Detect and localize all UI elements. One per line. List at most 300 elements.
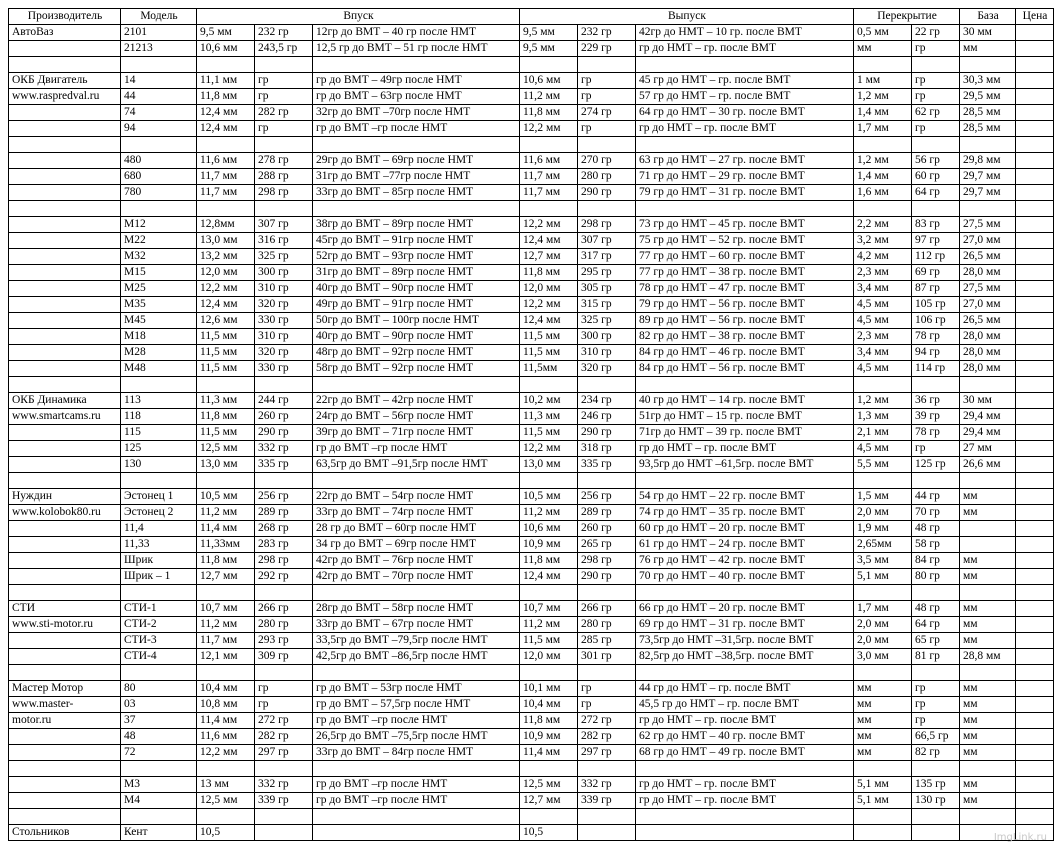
table-row: [9, 457, 1054, 473]
cell-base: 28,0 мм: [960, 361, 1016, 377]
cell-exhaust-duration: 325 гр: [578, 313, 636, 329]
cell-manufacturer: [9, 553, 121, 569]
cell-manufacturer: Мастер Мотор: [9, 681, 121, 697]
cell-exhaust-lift: 11,6 мм: [520, 153, 578, 169]
table-row: [9, 265, 1054, 281]
cell-manufacturer: [9, 233, 121, 249]
cell-base: [960, 473, 1016, 489]
cell-exhaust-timing: 62 гр до НМТ – 40 гр. после ВМТ: [636, 729, 854, 745]
cell-exhaust-duration: 289 гр: [578, 505, 636, 521]
cell-base: 28,8 мм: [960, 649, 1016, 665]
cell-overlap-angle: 80 гр: [912, 569, 960, 585]
cell-exhaust-lift: [520, 809, 578, 825]
cell-manufacturer: [9, 153, 121, 169]
cell-exhaust-duration: [578, 825, 636, 841]
cell-base: 26,5 мм: [960, 249, 1016, 265]
cell-exhaust-duration: 256 гр: [578, 489, 636, 505]
cell-overlap-lift: 1,9 мм: [854, 521, 912, 537]
cell-exhaust-lift: 11,8 мм: [520, 265, 578, 281]
cell-intake-duration: [255, 473, 313, 489]
cell-manufacturer: СТИ: [9, 601, 121, 617]
cell-intake-duration: 298 гр: [255, 185, 313, 201]
cell-exhaust-lift: 12,4 мм: [520, 233, 578, 249]
cell-exhaust-lift: 10,4 мм: [520, 697, 578, 713]
cell-exhaust-lift: 12,4 мм: [520, 313, 578, 329]
cell-base: 27,5 мм: [960, 281, 1016, 297]
cell-base: 27,0 мм: [960, 233, 1016, 249]
cell-exhaust-duration: 300 гр: [578, 329, 636, 345]
cell-intake-timing: гр до ВМТ – 63гр после НМТ: [313, 89, 520, 105]
header-row: [9, 9, 1054, 25]
cell-exhaust-duration: 246 гр: [578, 409, 636, 425]
cell-manufacturer: www.master-: [9, 697, 121, 713]
cell-intake-lift: 10,4 мм: [197, 681, 255, 697]
header-intake: Впуск: [197, 9, 520, 25]
watermark: ImgLink.ru: [993, 832, 1047, 843]
cell-base: [960, 761, 1016, 777]
cell-exhaust-lift: 11,5 мм: [520, 633, 578, 649]
cell-exhaust-timing: 75 гр до НМТ – 52 гр. после ВМТ: [636, 233, 854, 249]
cell-exhaust-timing: 54 гр до НМТ – 22 гр. после ВМТ: [636, 489, 854, 505]
cell-manufacturer: [9, 329, 121, 345]
cell-overlap-angle: 125 гр: [912, 457, 960, 473]
cell-exhaust-duration: гр: [578, 681, 636, 697]
cell-manufacturer: [9, 185, 121, 201]
cell-intake-timing: 34 гр до ВМТ – 69гр после НМТ: [313, 537, 520, 553]
table-row: [9, 57, 1054, 73]
cell-intake-timing: [313, 473, 520, 489]
cell-overlap-angle: [912, 585, 960, 601]
cell-manufacturer: [9, 361, 121, 377]
cell-price: [1016, 265, 1054, 281]
cell-price: [1016, 537, 1054, 553]
cell-price: [1016, 169, 1054, 185]
cell-overlap-lift: 4,5 мм: [854, 361, 912, 377]
cell-model: 125: [121, 441, 197, 457]
cell-exhaust-lift: 12,2 мм: [520, 217, 578, 233]
header-overlap: Перекрытие: [854, 9, 960, 25]
cell-price: [1016, 793, 1054, 809]
cell-overlap-lift: 4,5 мм: [854, 441, 912, 457]
cell-price: [1016, 681, 1054, 697]
cell-intake-lift: 11,1 мм: [197, 73, 255, 89]
cell-price: [1016, 41, 1054, 57]
table-row: [9, 425, 1054, 441]
cell-intake-duration: 309 гр: [255, 649, 313, 665]
cell-exhaust-timing: 82 гр до НМТ – 38 гр. после ВМТ: [636, 329, 854, 345]
cell-exhaust-duration: 290 гр: [578, 425, 636, 441]
cell-overlap-angle: 78 гр: [912, 425, 960, 441]
cell-overlap-lift: 3,2 мм: [854, 233, 912, 249]
cell-intake-timing: 39гр до ВМТ – 71гр после НМТ: [313, 425, 520, 441]
cell-exhaust-lift: 11,5 мм: [520, 345, 578, 361]
cell-base: 28,0 мм: [960, 329, 1016, 345]
cell-exhaust-duration: 266 гр: [578, 601, 636, 617]
cell-exhaust-lift: 11,2 мм: [520, 617, 578, 633]
cell-manufacturer: [9, 809, 121, 825]
cell-price: [1016, 729, 1054, 745]
table-row: [9, 633, 1054, 649]
cell-intake-lift: 10,7 мм: [197, 601, 255, 617]
cell-intake-duration: гр: [255, 697, 313, 713]
cell-exhaust-timing: 45,5 гр до НМТ – гр. после ВМТ: [636, 697, 854, 713]
cell-model: Шрик: [121, 553, 197, 569]
table-row: [9, 313, 1054, 329]
cell-overlap-lift: 4,2 мм: [854, 249, 912, 265]
cell-exhaust-timing: 74 гр до НМТ – 35 гр. после ВМТ: [636, 505, 854, 521]
cell-exhaust-timing: гр до НМТ – гр. после ВМТ: [636, 777, 854, 793]
cell-price: [1016, 713, 1054, 729]
cell-exhaust-timing: гр до НМТ – гр. после ВМТ: [636, 121, 854, 137]
cell-overlap-lift: 1,7 мм: [854, 121, 912, 137]
cell-exhaust-duration: 280 гр: [578, 617, 636, 633]
cell-overlap-angle: гр: [912, 89, 960, 105]
cell-base: 29,7 мм: [960, 169, 1016, 185]
cell-base: [960, 809, 1016, 825]
cell-overlap-angle: [912, 57, 960, 73]
cell-base: [960, 537, 1016, 553]
cell-price: [1016, 57, 1054, 73]
cell-manufacturer: [9, 169, 121, 185]
cell-overlap-angle: 64 гр: [912, 185, 960, 201]
cell-manufacturer: [9, 281, 121, 297]
cell-price: [1016, 297, 1054, 313]
cell-base: 28,5 мм: [960, 105, 1016, 121]
cell-overlap-angle: 65 гр: [912, 633, 960, 649]
table-row: [9, 377, 1054, 393]
cell-intake-lift: 12,6 мм: [197, 313, 255, 329]
cell-exhaust-lift: 10,7 мм: [520, 601, 578, 617]
cell-intake-duration: 330 гр: [255, 361, 313, 377]
cell-manufacturer: [9, 665, 121, 681]
cell-exhaust-lift: [520, 57, 578, 73]
cell-overlap-angle: 60 гр: [912, 169, 960, 185]
cell-base: 26,5 мм: [960, 313, 1016, 329]
cell-intake-timing: [313, 137, 520, 153]
cell-model: 480: [121, 153, 197, 169]
cell-price: [1016, 137, 1054, 153]
cell-exhaust-duration: гр: [578, 697, 636, 713]
cell-intake-duration: 310 гр: [255, 329, 313, 345]
cell-intake-duration: гр: [255, 89, 313, 105]
cell-exhaust-lift: 10,5: [520, 825, 578, 841]
table-row: [9, 217, 1054, 233]
cell-exhaust-lift: 12,2 мм: [520, 441, 578, 457]
table-row: [9, 649, 1054, 665]
cell-exhaust-lift: 11,4 мм: [520, 745, 578, 761]
cell-exhaust-lift: 13,0 мм: [520, 457, 578, 473]
cell-overlap-lift: [854, 585, 912, 601]
cell-exhaust-timing: [636, 665, 854, 681]
table-body: [9, 25, 1054, 841]
cell-overlap-angle: 22 гр: [912, 25, 960, 41]
cell-base: 29,8 мм: [960, 153, 1016, 169]
cell-exhaust-duration: гр: [578, 89, 636, 105]
cell-exhaust-timing: [636, 809, 854, 825]
cell-intake-lift: [197, 137, 255, 153]
table-row: [9, 585, 1054, 601]
cell-model: [121, 585, 197, 601]
cell-exhaust-timing: 68 гр до НМТ – 49 гр. после ВМТ: [636, 745, 854, 761]
cell-price: [1016, 329, 1054, 345]
cell-intake-timing: 33гр до ВМТ – 74гр после НМТ: [313, 505, 520, 521]
cell-intake-lift: 11,2 мм: [197, 505, 255, 521]
cell-price: [1016, 345, 1054, 361]
cell-intake-duration: 320 гр: [255, 345, 313, 361]
cell-manufacturer: [9, 649, 121, 665]
cell-intake-lift: 11,33мм: [197, 537, 255, 553]
cell-intake-duration: 282 гр: [255, 105, 313, 121]
cell-intake-timing: [313, 761, 520, 777]
cell-exhaust-lift: 12,5 мм: [520, 777, 578, 793]
table-row: [9, 665, 1054, 681]
cell-base: 26,6 мм: [960, 457, 1016, 473]
cell-overlap-angle: 106 гр: [912, 313, 960, 329]
cell-overlap-lift: 1,6 мм: [854, 185, 912, 201]
cell-exhaust-lift: [520, 377, 578, 393]
cell-exhaust-timing: 57 гр до НМТ – гр. после ВМТ: [636, 89, 854, 105]
cell-manufacturer: www.raspredval.ru: [9, 89, 121, 105]
cell-overlap-angle: гр: [912, 121, 960, 137]
cell-manufacturer: ОКБ Двигатель: [9, 73, 121, 89]
cell-price: [1016, 617, 1054, 633]
cell-model: [121, 57, 197, 73]
cell-intake-timing: гр до ВМТ – 53гр после НМТ: [313, 681, 520, 697]
cell-exhaust-duration: 229 гр: [578, 41, 636, 57]
cell-manufacturer: [9, 521, 121, 537]
cell-manufacturer: motor.ru: [9, 713, 121, 729]
header-base: База: [960, 9, 1016, 25]
cell-manufacturer: [9, 41, 121, 57]
cell-exhaust-lift: 12,4 мм: [520, 569, 578, 585]
cell-intake-lift: [197, 665, 255, 681]
cell-exhaust-lift: 10,1 мм: [520, 681, 578, 697]
cell-exhaust-timing: 45 гр до НМТ – гр. после ВМТ: [636, 73, 854, 89]
cell-exhaust-duration: 265 гр: [578, 537, 636, 553]
cell-model: 11,33: [121, 537, 197, 553]
cell-manufacturer: [9, 745, 121, 761]
cell-model: 113: [121, 393, 197, 409]
cell-exhaust-duration: 298 гр: [578, 553, 636, 569]
cell-intake-lift: 11,3 мм: [197, 393, 255, 409]
cell-manufacturer: www.smartcams.ru: [9, 409, 121, 425]
cell-exhaust-timing: 64 гр до НМТ – 30 гр. после ВМТ: [636, 105, 854, 121]
cell-overlap-angle: гр: [912, 713, 960, 729]
cell-overlap-lift: 3,5 мм: [854, 553, 912, 569]
cell-intake-duration: 232 гр: [255, 25, 313, 41]
cell-intake-timing: [313, 201, 520, 217]
cell-model: 72: [121, 745, 197, 761]
cell-overlap-lift: 4,5 мм: [854, 313, 912, 329]
cell-intake-timing: 40гр до ВМТ – 90гр после НМТ: [313, 281, 520, 297]
cell-overlap-angle: [912, 825, 960, 841]
cell-model: 74: [121, 105, 197, 121]
cell-exhaust-timing: 51гр до НМТ – 15 гр. после ВМТ: [636, 409, 854, 425]
cell-overlap-lift: 1,2 мм: [854, 393, 912, 409]
cell-intake-timing: [313, 825, 520, 841]
cell-manufacturer: [9, 473, 121, 489]
cell-price: [1016, 185, 1054, 201]
cell-exhaust-lift: 12,2 мм: [520, 121, 578, 137]
cell-price: [1016, 313, 1054, 329]
cell-intake-timing: гр до ВМТ – 49гр после НМТ: [313, 73, 520, 89]
cell-overlap-lift: мм: [854, 697, 912, 713]
cell-exhaust-lift: 9,5 мм: [520, 25, 578, 41]
cell-manufacturer: [9, 569, 121, 585]
cell-manufacturer: [9, 313, 121, 329]
cell-exhaust-duration: 307 гр: [578, 233, 636, 249]
cell-model: 80: [121, 681, 197, 697]
table-row: [9, 393, 1054, 409]
cell-price: [1016, 281, 1054, 297]
cell-intake-timing: гр до ВМТ –гр после НМТ: [313, 713, 520, 729]
cell-intake-lift: 11,6 мм: [197, 729, 255, 745]
cell-exhaust-lift: 10,5 мм: [520, 489, 578, 505]
cell-exhaust-lift: 11,2 мм: [520, 89, 578, 105]
cell-model: [121, 137, 197, 153]
cell-intake-lift: 12,2 мм: [197, 745, 255, 761]
cell-exhaust-duration: 320 гр: [578, 361, 636, 377]
cell-model: [121, 809, 197, 825]
cell-intake-timing: 38гр до ВМТ – 89гр после НМТ: [313, 217, 520, 233]
cell-price: [1016, 601, 1054, 617]
cell-overlap-angle: 114 гр: [912, 361, 960, 377]
table-row: [9, 105, 1054, 121]
cell-base: мм: [960, 505, 1016, 521]
cell-exhaust-duration: 317 гр: [578, 249, 636, 265]
cell-intake-lift: 12,5 мм: [197, 441, 255, 457]
cell-overlap-lift: 2,0 мм: [854, 633, 912, 649]
table-row: [9, 249, 1054, 265]
cell-exhaust-lift: 10,2 мм: [520, 393, 578, 409]
cell-intake-lift: 12,2 мм: [197, 281, 255, 297]
cell-overlap-angle: 105 гр: [912, 297, 960, 313]
table-row: [9, 201, 1054, 217]
cell-intake-lift: 11,4 мм: [197, 713, 255, 729]
cell-exhaust-timing: 42гр до НМТ – 10 гр. после ВМТ: [636, 25, 854, 41]
cell-exhaust-lift: 11,8 мм: [520, 105, 578, 121]
cell-base: мм: [960, 41, 1016, 57]
cell-intake-duration: 297 гр: [255, 745, 313, 761]
cell-overlap-angle: 78 гр: [912, 329, 960, 345]
cell-overlap-lift: 5,5 мм: [854, 457, 912, 473]
cell-overlap-lift: 2,1 мм: [854, 425, 912, 441]
cell-intake-duration: 320 гр: [255, 297, 313, 313]
cell-price: [1016, 745, 1054, 761]
cell-exhaust-lift: [520, 585, 578, 601]
cell-price: [1016, 569, 1054, 585]
cell-intake-lift: [197, 201, 255, 217]
cell-overlap-lift: мм: [854, 729, 912, 745]
cell-overlap-lift: мм: [854, 681, 912, 697]
cell-exhaust-duration: [578, 137, 636, 153]
cell-exhaust-lift: 11,2 мм: [520, 505, 578, 521]
cell-exhaust-lift: 12,0 мм: [520, 281, 578, 297]
cell-intake-duration: гр: [255, 121, 313, 137]
cell-intake-lift: [197, 473, 255, 489]
header-price: Цена: [1016, 9, 1054, 25]
cell-overlap-angle: [912, 473, 960, 489]
cell-base: [960, 377, 1016, 393]
cell-intake-timing: 45гр до ВМТ – 91гр после НМТ: [313, 233, 520, 249]
cell-intake-duration: 268 гр: [255, 521, 313, 537]
cell-intake-timing: 32гр до ВМТ –70гр после НМТ: [313, 105, 520, 121]
table-row: [9, 537, 1054, 553]
cell-manufacturer: [9, 761, 121, 777]
cell-manufacturer: [9, 345, 121, 361]
table-row: [9, 793, 1054, 809]
cell-exhaust-timing: [636, 377, 854, 393]
cell-price: [1016, 377, 1054, 393]
cell-exhaust-timing: 40 гр до НМТ – 14 гр. после ВМТ: [636, 393, 854, 409]
cell-overlap-lift: 2,65мм: [854, 537, 912, 553]
cell-intake-lift: 11,7 мм: [197, 185, 255, 201]
cell-price: [1016, 585, 1054, 601]
cell-intake-duration: 266 гр: [255, 601, 313, 617]
cell-base: 27 мм: [960, 441, 1016, 457]
cell-exhaust-timing: 66 гр до НМТ – 20 гр. после ВМТ: [636, 601, 854, 617]
cell-base: [960, 57, 1016, 73]
cell-price: [1016, 25, 1054, 41]
cell-intake-duration: 293 гр: [255, 633, 313, 649]
table-row: [9, 553, 1054, 569]
cell-exhaust-timing: [636, 761, 854, 777]
cell-intake-timing: 31гр до ВМТ – 89гр после НМТ: [313, 265, 520, 281]
cell-intake-timing: [313, 377, 520, 393]
cell-model: М12: [121, 217, 197, 233]
cell-overlap-lift: 1,2 мм: [854, 89, 912, 105]
cell-exhaust-timing: 79 гр до НМТ – 56 гр. после ВМТ: [636, 297, 854, 313]
cell-intake-timing: 28гр до ВМТ – 58гр после НМТ: [313, 601, 520, 617]
cell-intake-timing: 24гр до ВМТ – 56гр после НМТ: [313, 409, 520, 425]
table-row: [9, 169, 1054, 185]
cell-intake-duration: 332 гр: [255, 777, 313, 793]
cell-exhaust-timing: 77 гр до НМТ – 60 гр. после ВМТ: [636, 249, 854, 265]
cell-intake-lift: [197, 809, 255, 825]
cell-overlap-lift: 5,1 мм: [854, 569, 912, 585]
cell-base: [960, 201, 1016, 217]
table-row: [9, 729, 1054, 745]
cell-intake-lift: 11,5 мм: [197, 329, 255, 345]
cell-exhaust-duration: 315 гр: [578, 297, 636, 313]
cell-overlap-angle: [912, 137, 960, 153]
cell-intake-duration: 272 гр: [255, 713, 313, 729]
cell-model: 2101: [121, 25, 197, 41]
cell-intake-lift: 12,7 мм: [197, 569, 255, 585]
cell-intake-duration: 283 гр: [255, 537, 313, 553]
table-row: [9, 41, 1054, 57]
cell-model: Шрик – 1: [121, 569, 197, 585]
cell-exhaust-duration: 232 гр: [578, 25, 636, 41]
cell-base: мм: [960, 713, 1016, 729]
cell-exhaust-timing: 78 гр до НМТ – 47 гр. после ВМТ: [636, 281, 854, 297]
cell-exhaust-lift: 11,8 мм: [520, 713, 578, 729]
cell-intake-duration: 300 гр: [255, 265, 313, 281]
cell-exhaust-duration: 260 гр: [578, 521, 636, 537]
cell-intake-timing: 12гр до ВМТ – 40 гр после НМТ: [313, 25, 520, 41]
cell-overlap-angle: 36 гр: [912, 393, 960, 409]
cell-exhaust-lift: 11,3 мм: [520, 409, 578, 425]
cell-manufacturer: [9, 137, 121, 153]
cell-intake-duration: [255, 761, 313, 777]
cell-price: [1016, 473, 1054, 489]
cell-exhaust-duration: 280 гр: [578, 169, 636, 185]
cell-intake-timing: 29гр до ВМТ – 69гр после НМТ: [313, 153, 520, 169]
cell-manufacturer: Стольников: [9, 825, 121, 841]
cell-base: 29,7 мм: [960, 185, 1016, 201]
cell-overlap-lift: 1,7 мм: [854, 601, 912, 617]
cell-overlap-lift: [854, 473, 912, 489]
